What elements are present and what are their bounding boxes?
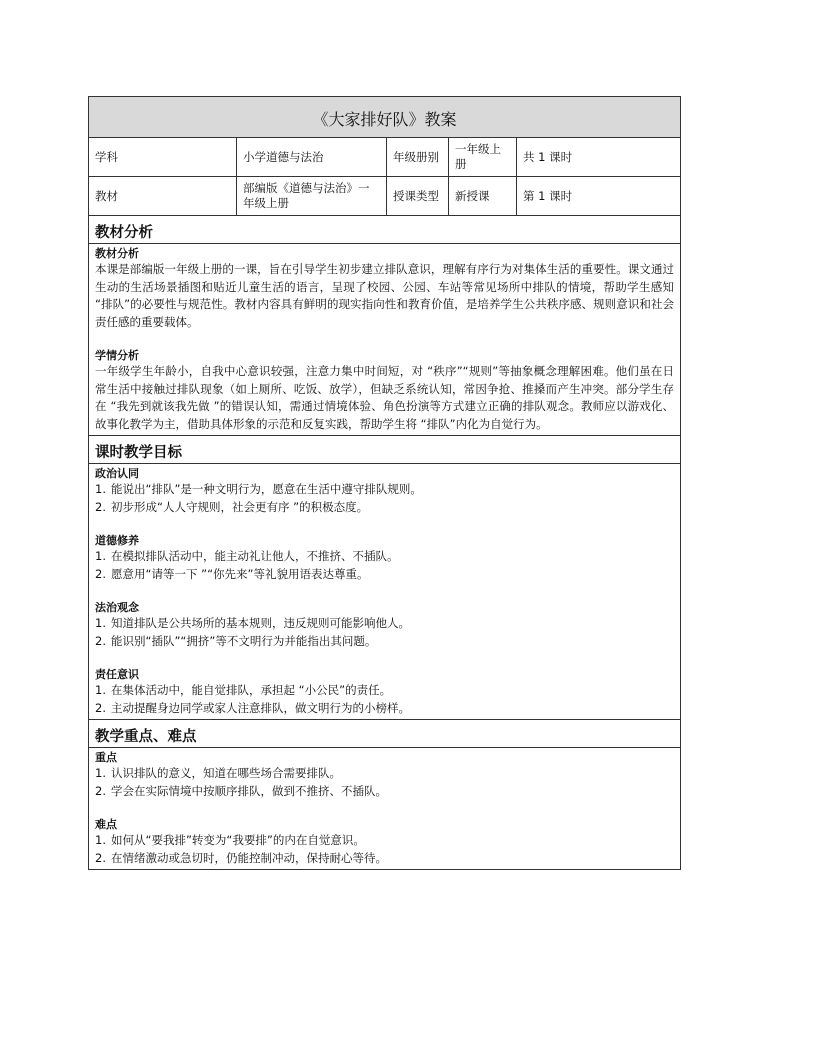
lesson-value: 第 1 课时: [517, 177, 681, 216]
item-text: 能识别“插队”“拥挤”等不文明行为并能指出其问题。: [111, 633, 377, 648]
objectives-body-row: [89, 464, 681, 720]
item-text: 学会在实际情境中按顺序排队，做到不推挤、不插队。: [111, 783, 387, 798]
item-number: 2.: [95, 633, 106, 648]
objectives-body: [89, 464, 681, 720]
item-number: 2.: [95, 783, 106, 798]
objective-item: [95, 633, 674, 651]
keypoints-body-row: [89, 748, 681, 870]
keypoints-heading-row: [89, 720, 681, 748]
item-number: 2.: [95, 566, 106, 581]
item-number: 2.: [95, 499, 106, 514]
objective-group-title: 责任意识: [95, 668, 139, 681]
objectives-heading-row: [89, 436, 681, 464]
item-text: 愿意用“请等一下 ”“你先来”等礼貌用语表达尊重。: [111, 566, 369, 581]
item-number: 1.: [95, 482, 106, 496]
keypoint-group-title: 难点: [95, 818, 117, 831]
material-analysis-title: 教材分析: [95, 247, 139, 260]
keypoints-body: [89, 748, 681, 870]
grade-value: 一年级上册: [449, 138, 517, 177]
objective-item: [95, 615, 674, 633]
item-number: 1.: [95, 549, 106, 563]
analysis-body-row: [89, 244, 681, 436]
objective-group-title: 政治认同: [95, 467, 139, 480]
item-text: 在模拟排队活动中，能主动礼让他人，不推挤、不插队。: [111, 549, 399, 563]
student-analysis-text: 一年级学生年龄小，自我中心意识较强，注意力集中时间短，对 “秩序”“规则”等抽象概念理解困难。他们虽在日常生活中接触过排队现象（如上厕所、吃饭、放学），但缺乏系统认知，常因争抢、推搡而产生冲突。部分学生存在 “我先到就该我先做 ”的错误认知，需通过情境体验、角色扮演等方式建立正确的排队观念。教师应以游戏化、故事化教学为主，借助具体形象的示范和反复实践，帮助学生将 “排队”内化为自觉行为。: [95, 364, 675, 431]
subject-label: 学科: [89, 138, 237, 177]
item-number: 1.: [95, 616, 106, 630]
hours-value: 共 1 课时: [517, 138, 681, 177]
material-value: 部编版《道德与法治》一年级上册: [237, 177, 387, 216]
objective-item: [95, 499, 674, 517]
item-number: 2.: [95, 700, 106, 715]
lesson-plan-table: [88, 96, 681, 870]
keypoint-item: [95, 765, 674, 783]
objective-group-title: 法治观念: [95, 601, 139, 614]
item-text: 在集体活动中，能自觉排队，承担起 “小公民”的责任。: [111, 683, 392, 697]
objective-item: [95, 481, 674, 499]
item-number: 1.: [95, 683, 106, 697]
keypoint-item: [95, 783, 674, 801]
analysis-body: [89, 244, 681, 436]
material-analysis-text: 本课是部编版一年级上册的一课，旨在引导学生初步建立排队意识，理解有序行为对集体生活的重要性。课文通过生动的生活场景插图和贴近儿童生活的语言，呈现了校园、公园、车站等常见场所中排队的情境，帮助学生感知 “排队”的必要性与规范性。教材内容具有鲜明的现实指向性和教育价值，是培养学生公共秩序感、规则意识和社会责任感的重要载体。: [95, 262, 675, 329]
lesson-plan-document: [88, 96, 680, 870]
keypoint-item: [95, 832, 674, 850]
type-label: 授课类型: [387, 177, 449, 216]
objective-item: [95, 548, 674, 566]
item-text: 主动提醒身边同学或家人注意排队，做文明行为的小榜样。: [111, 700, 410, 715]
material-label: 教材: [89, 177, 237, 216]
grade-label: 年级册别: [387, 138, 449, 177]
title-row: [89, 97, 681, 138]
keypoint-item: [95, 850, 674, 868]
subject-value: 小学道德与法治: [237, 138, 387, 177]
document-title: 《大家排好队》教案: [89, 97, 681, 138]
item-text: 知道排队是公共场所的基本规则，违反规则可能影响他人。: [111, 616, 410, 630]
analysis-heading-row: [89, 216, 681, 244]
item-text: 初步形成“人人守规则，社会更有序 ”的积极态度。: [111, 499, 369, 514]
objective-item: [95, 566, 674, 584]
keypoint-group-title: 重点: [95, 751, 117, 764]
item-number: 1.: [95, 766, 106, 780]
item-text: 能说出“排队”是一种文明行为，愿意在生活中遵守排队规则。: [111, 482, 422, 496]
meta-row-subject: [89, 138, 681, 177]
objectives-heading: 课时教学目标: [89, 436, 681, 464]
type-value: 新授课: [449, 177, 517, 216]
item-text: 如何从“要我排”转变为“我要排”的内在自觉意识。: [111, 833, 365, 847]
objective-item: [95, 700, 674, 718]
item-text: 认识排队的意义，知道在哪些场合需要排队。: [111, 766, 341, 780]
student-analysis-title: 学情分析: [95, 349, 139, 362]
objective-group-title: 道德修养: [95, 534, 139, 547]
item-number: 1.: [95, 833, 106, 847]
item-text: 在情绪激动或急切时，仍能控制冲动，保持耐心等待。: [111, 850, 387, 865]
objective-item: [95, 682, 674, 700]
meta-row-material: [89, 177, 681, 216]
keypoints-heading: 教学重点、难点: [89, 720, 681, 748]
analysis-heading: 教材分析: [89, 216, 681, 244]
item-number: 2.: [95, 850, 106, 865]
